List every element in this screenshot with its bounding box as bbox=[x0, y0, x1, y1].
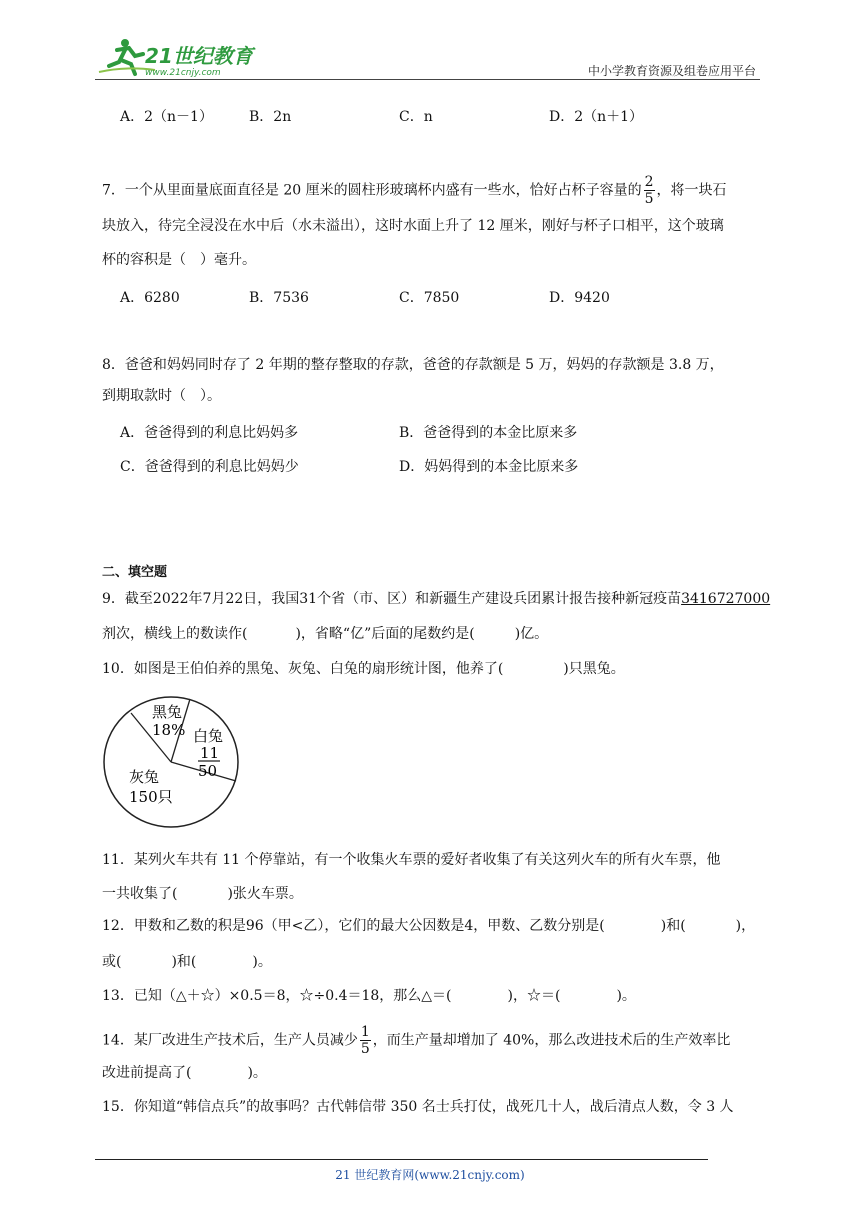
pie-value-gray: 150只 bbox=[129, 788, 173, 806]
q8-option-b[interactable]: B．爸爸得到的本金比原来多 bbox=[399, 425, 578, 441]
q14-fraction: $\frac{1}{5}$ bbox=[360, 1024, 370, 1057]
q7-option-c[interactable]: C．7850 bbox=[399, 290, 460, 306]
section-title-fill-in: 二、填空题 bbox=[102, 565, 168, 580]
q7-option-b[interactable]: B．7536 bbox=[249, 290, 309, 306]
q6-option-a[interactable]: A．2（n－1） bbox=[120, 109, 213, 125]
q7-line2: 块放入，待完全浸没在水中后（水未溢出），这时水面上升了 12 厘米，刚好与杯子口相平，这个玻璃 bbox=[102, 218, 724, 234]
pie-value-black: 18% bbox=[152, 721, 186, 739]
q8-line2: 到期取款时（ ）。 bbox=[102, 388, 221, 404]
q10-text: 10．如图是王伯伯养的黑兔、灰兔、白兔的扇形统计图，他养了( )只黑兔。 bbox=[102, 661, 625, 677]
q7-fraction: $\frac{2}{5}$ bbox=[644, 174, 654, 207]
q8-line1: 8．爸爸和妈妈同时存了 2 年期的整存整取的存款，爸爸的存款额是 5 万，妈妈的存款额是 3.8 万， bbox=[102, 357, 724, 373]
q8-option-a[interactable]: A．爸爸得到的利息比妈妈多 bbox=[120, 425, 299, 441]
q9-underlined-number: 3416727000 bbox=[681, 591, 771, 607]
pie-value-white-num: 11 bbox=[200, 744, 220, 762]
pie-label-black: 黑兔 bbox=[152, 703, 183, 721]
pie-label-gray: 灰兔 bbox=[129, 768, 160, 786]
svg-text:www.21cnjy.com: www.21cnjy.com bbox=[145, 68, 221, 78]
q13-text: 13．已知（△＋☆）×0.5＝8，☆÷0.4＝18，那么△＝( )，☆＝( )。 bbox=[102, 988, 636, 1004]
q11-line2: 一共收集了( )张火车票。 bbox=[102, 886, 303, 902]
pie-label-white: 白兔 bbox=[193, 727, 224, 745]
q14-line2: 改进前提高了( )。 bbox=[102, 1065, 267, 1081]
q6-option-c[interactable]: C．n bbox=[399, 109, 433, 125]
q8-option-c[interactable]: C．爸爸得到的利息比妈妈少 bbox=[120, 459, 299, 475]
q14-line1: 14．某厂改进生产技术后，生产人员减少 $\frac{1}{5}$ ，而生产量却增加了 40%，那么改进技术后的生产效率比 bbox=[102, 1024, 731, 1057]
q7-line1: 7．一个从里面量底面直径是 20 厘米的圆柱形玻璃杯内盛有一些水，恰好占杯子容量的 $\frac{2}{5}$ ，将一块石 bbox=[102, 174, 727, 207]
footer-divider bbox=[95, 1159, 708, 1160]
pie-value-white-den: 50 bbox=[198, 762, 218, 780]
header-divider bbox=[95, 79, 760, 80]
q9-line2: 剂次，横线上的数读作( )，省略“亿”后面的尾数约是( )亿。 bbox=[102, 626, 549, 642]
q12-line2: 或( )和( )。 bbox=[102, 954, 272, 970]
q7-option-d[interactable]: D．9420 bbox=[549, 290, 610, 306]
footer-text: 21 世纪教育网(www.21cnjy.com) bbox=[335, 1168, 525, 1182]
q12-line1: 12．甲数和乙数的积是96（甲<乙），它们的最大公因数是4，甲数、乙数分别是( )和( )， bbox=[102, 918, 756, 934]
q9-line1: 9．截至2022年7月22日，我国31个省（市、区）和新疆生产建设兵团累计报告接种新冠疫苗3416727000 bbox=[102, 591, 771, 607]
q15-line1: 15．你知道“韩信点兵”的故事吗？古代韩信带 350 名士兵打仗，战死几十人，战后清点人数，令 3 人 bbox=[102, 1099, 734, 1115]
q7-option-a[interactable]: A．6280 bbox=[120, 290, 180, 306]
site-logo bbox=[95, 36, 260, 78]
q8-option-d[interactable]: D．妈妈得到的本金比原来多 bbox=[399, 459, 579, 475]
q7-line3: 杯的容积是（ ）毫升。 bbox=[102, 252, 256, 268]
q6-option-d[interactable]: D．2（n＋1） bbox=[549, 109, 644, 125]
svg-text:21世纪教育: 21世纪教育 bbox=[145, 44, 253, 68]
q6-option-b[interactable]: B．2n bbox=[249, 109, 292, 125]
runner-logo-icon bbox=[95, 36, 260, 78]
pie-chart bbox=[102, 695, 242, 831]
q11-line1: 11．某列火车共有 11 个停靠站，有一个收集火车票的爱好者收集了有关这列火车的所有火车票，他 bbox=[102, 852, 721, 868]
platform-name: 中小学教育资源及组卷应用平台 bbox=[587, 64, 756, 78]
